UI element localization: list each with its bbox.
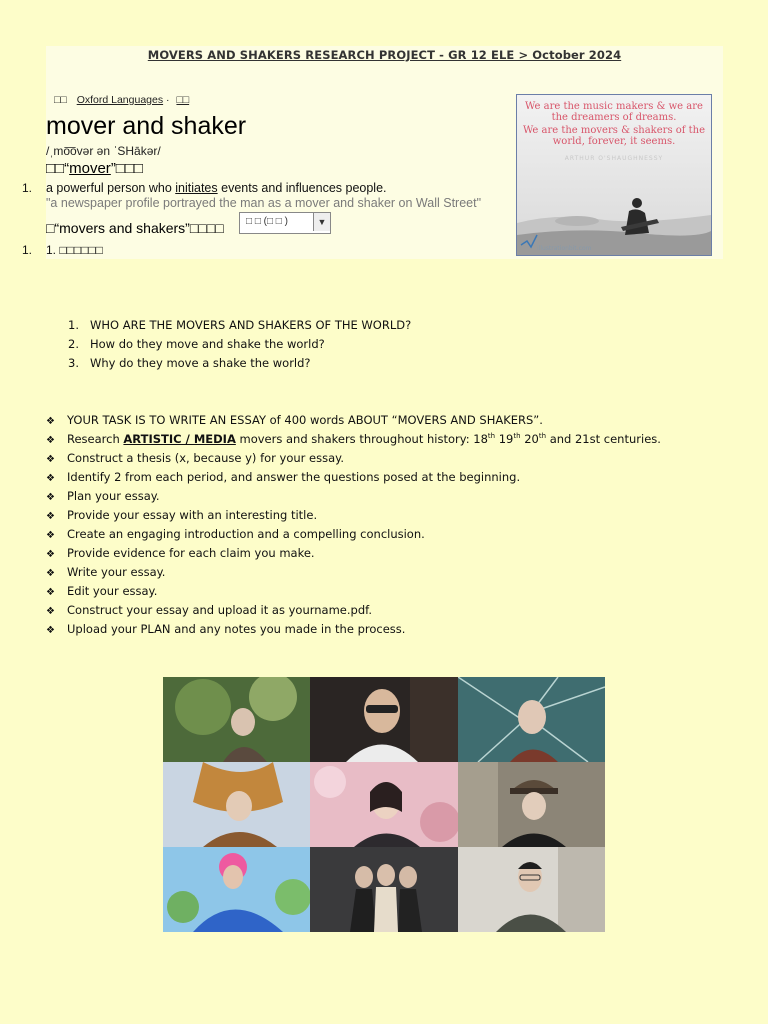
task-list bbox=[46, 413, 661, 641]
portrait-photo bbox=[310, 762, 458, 847]
task-emphasis: ARTISTIC / MEDIA bbox=[123, 432, 236, 446]
task-text: Plan your essay. bbox=[67, 489, 160, 503]
definition-start: a powerful person who bbox=[46, 181, 176, 195]
page-title: MOVERS AND SHAKERS RESEARCH PROJECT - GR 12 ELE > October 2024 bbox=[147, 48, 622, 62]
task-item bbox=[46, 603, 661, 622]
diamond-bullet-icon: ❖ bbox=[46, 454, 55, 465]
source-suffix: □□ bbox=[176, 94, 190, 106]
question-number: 2. bbox=[68, 337, 79, 351]
source-separator: · bbox=[163, 94, 173, 106]
dictionary-panel bbox=[22, 46, 723, 259]
diamond-bullet-icon: ❖ bbox=[46, 416, 55, 427]
task-text: YOUR TASK IS TO WRITE AN ESSAY of 400 words ABOUT “MOVERS AND SHAKERS”. bbox=[67, 413, 543, 427]
task-item bbox=[46, 527, 661, 546]
task-text: Write your essay. bbox=[67, 565, 166, 579]
task-item bbox=[46, 622, 661, 641]
question-item bbox=[68, 318, 411, 337]
task-text: Construct your essay and upload it as yourname.pdf. bbox=[67, 603, 372, 617]
question-text: WHO ARE THE MOVERS AND SHAKERS OF THE WORLD? bbox=[90, 318, 412, 332]
diamond-bullet-icon: ❖ bbox=[46, 549, 55, 560]
diamond-bullet-icon: ❖ bbox=[46, 492, 55, 503]
sub-item-number: 1. bbox=[22, 243, 33, 257]
question-number: 1. bbox=[68, 318, 79, 332]
task-text: 19 bbox=[495, 432, 514, 446]
task-item bbox=[46, 584, 661, 603]
definition-end: events and influences people. bbox=[217, 181, 387, 195]
language-select-value: □ □ (□ □ ) bbox=[246, 216, 288, 227]
initiates-link[interactable]: initiates bbox=[175, 181, 218, 195]
task-text: Provide your essay with an interesting title. bbox=[67, 508, 318, 522]
task-item bbox=[46, 413, 661, 432]
task-text: Create an engaging introduction and a compelling conclusion. bbox=[67, 527, 425, 541]
portrait-photo bbox=[458, 847, 605, 933]
ordinal-suffix: th bbox=[538, 432, 547, 441]
diamond-bullet-icon: ❖ bbox=[46, 511, 55, 522]
poster-author: ARTHUR O'SHAUGHNESSY bbox=[564, 155, 664, 162]
source-prefix: □□ bbox=[54, 94, 67, 106]
sense-heading bbox=[46, 160, 143, 177]
diamond-bullet-icon: ❖ bbox=[46, 587, 55, 598]
diamond-bullet-icon: ❖ bbox=[46, 606, 55, 617]
portrait-photo bbox=[163, 847, 310, 933]
phrase-heading: □“movers and shakers”□□□□ bbox=[46, 220, 224, 236]
task-text: Research bbox=[67, 432, 124, 446]
portrait-photo bbox=[310, 677, 458, 762]
portrait-photo bbox=[458, 677, 605, 762]
sense-prefix: □□“ bbox=[46, 160, 70, 177]
task-text: 20 bbox=[520, 432, 539, 446]
task-item-research bbox=[46, 432, 661, 451]
portrait-collage-image bbox=[163, 677, 605, 933]
task-text: movers and shakers throughout history: 18 bbox=[235, 432, 488, 446]
task-text: Edit your essay. bbox=[67, 584, 158, 598]
question-text: Why do they move a shake the world? bbox=[90, 356, 311, 370]
question-text: How do they move and shake the world? bbox=[90, 337, 325, 351]
poster-credit: illustrationbit.com bbox=[537, 245, 592, 252]
diamond-bullet-icon: ❖ bbox=[46, 435, 55, 446]
definition bbox=[46, 181, 387, 195]
task-item bbox=[46, 489, 661, 508]
question-item bbox=[68, 356, 411, 375]
quote-poster-image bbox=[516, 94, 712, 256]
question-item bbox=[68, 337, 411, 356]
question-number: 3. bbox=[68, 356, 79, 370]
task-text: Provide evidence for each claim you make. bbox=[67, 546, 315, 560]
portrait-photo bbox=[163, 677, 310, 762]
task-item bbox=[46, 508, 661, 527]
poster-quote-line-1: We are the music makers & we are the dreamers of dreams. bbox=[525, 101, 703, 123]
portrait-photo bbox=[458, 762, 605, 847]
phonetic: /ˌmo͞ovər ən ˈSHākər/ bbox=[46, 144, 161, 158]
sense-suffix: ”□□□ bbox=[110, 160, 143, 177]
guiding-questions bbox=[68, 318, 411, 375]
task-text: and 21st centuries. bbox=[546, 432, 661, 446]
task-text: Identify 2 from each period, and answer the questions posed at the beginning. bbox=[67, 470, 521, 484]
sub-item: 1. □□□□□□ bbox=[46, 243, 103, 257]
diamond-bullet-icon: ❖ bbox=[46, 568, 55, 579]
task-item bbox=[46, 470, 661, 489]
diamond-bullet-icon: ❖ bbox=[46, 625, 55, 636]
task-item bbox=[46, 565, 661, 584]
definition-number: 1. bbox=[22, 181, 33, 195]
language-select[interactable] bbox=[239, 212, 331, 234]
diamond-bullet-icon: ❖ bbox=[46, 530, 55, 541]
example-sentence: "a newspaper profile portrayed the man as a mover and shaker on Wall Street" bbox=[46, 196, 482, 210]
task-text: Upload your PLAN and any notes you made in the process. bbox=[67, 622, 406, 636]
task-text: Construct a thesis (x, because y) for your essay. bbox=[67, 451, 344, 465]
poster-quote-line-2: We are the movers & shakers of the world, forever, it seems. bbox=[522, 125, 706, 147]
oxford-languages-link[interactable]: Oxford Languages bbox=[76, 94, 164, 106]
portrait-photo bbox=[310, 847, 458, 933]
headword: mover and shaker bbox=[46, 112, 247, 140]
diamond-bullet-icon: ❖ bbox=[46, 473, 55, 484]
chevron-down-icon[interactable]: ▼ bbox=[313, 213, 330, 231]
mover-link[interactable]: mover bbox=[69, 160, 111, 177]
portrait-photo bbox=[163, 762, 310, 847]
task-item bbox=[46, 546, 661, 565]
ordinal-suffix: th bbox=[487, 432, 496, 441]
dictionary-source bbox=[54, 94, 202, 106]
task-item bbox=[46, 451, 661, 470]
ordinal-suffix: th bbox=[513, 432, 521, 441]
